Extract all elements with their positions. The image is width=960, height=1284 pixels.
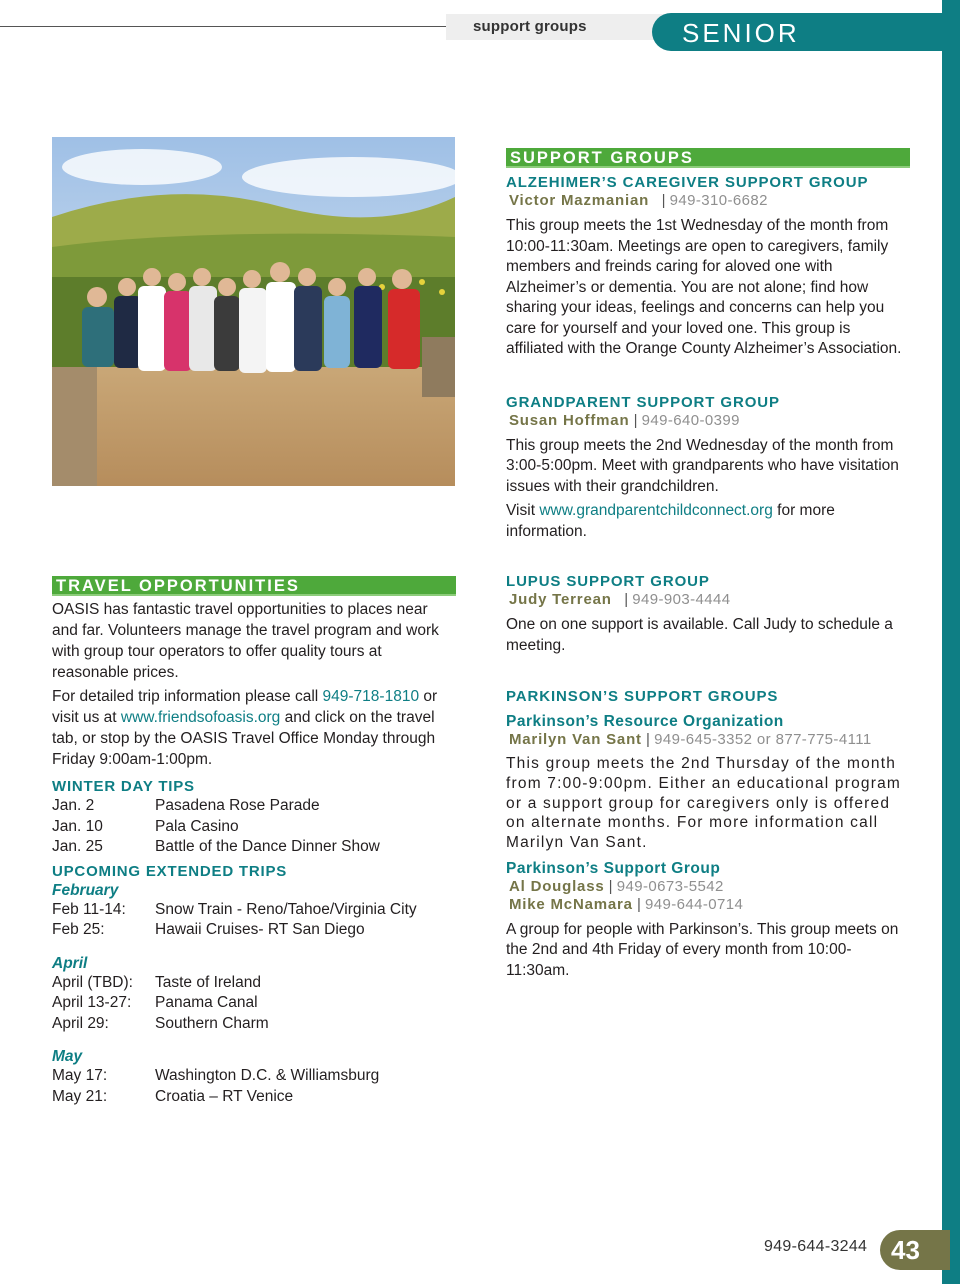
- contact-phone: 949-645-3352 or 877-775-4111: [654, 731, 872, 748]
- travel-intro: OASIS has fantastic travel opportunities to places near and far. Volunteers manage the travel program and work with group tour operators to offer quality tours at reasonable prices.: [52, 601, 439, 681]
- trip-date: April 29:: [52, 1014, 109, 1032]
- separator: |: [636, 895, 641, 913]
- side-accent-bar: [942, 0, 960, 1284]
- trip-name: Pala Casino: [155, 817, 239, 835]
- visit-prefix: Visit: [506, 502, 536, 519]
- month-may: May: [52, 1048, 83, 1065]
- grand-visit: [506, 501, 910, 542]
- grand-contact: [506, 412, 910, 430]
- contact-phone: 949-310-6682: [669, 192, 768, 209]
- list-item: [52, 837, 456, 858]
- month-april: April: [52, 954, 88, 972]
- list-item: [52, 973, 456, 994]
- travel-info-prefix: For detailed trip information please call: [52, 688, 319, 705]
- support-contact-2: [506, 896, 910, 914]
- list-item: [52, 1066, 456, 1087]
- resource-contact: [506, 731, 910, 749]
- trip-date: April (TBD):: [52, 973, 133, 991]
- list-item: [52, 796, 456, 817]
- trip-name: Pasadena Rose Parade: [155, 797, 320, 814]
- page-title: SENIOR SERVICES: [652, 13, 952, 51]
- support-group-title: Parkinson’s Support Group: [506, 859, 721, 877]
- list-item: [52, 1087, 456, 1108]
- contact-phone: 949-903-4444: [632, 591, 731, 608]
- support-section: [506, 148, 910, 981]
- trip-date: Jan. 2: [52, 797, 95, 814]
- trip-name: Hawaii Cruises- RT San Diego: [155, 921, 365, 938]
- month-february: February: [52, 881, 119, 899]
- travel-info: [52, 686, 456, 770]
- travel-info-mid: or visit us at: [52, 688, 438, 726]
- separator: |: [615, 591, 629, 608]
- section-label: support groups: [446, 14, 676, 40]
- travel-phone-link[interactable]: 949-718-1810: [322, 688, 420, 705]
- separator: |: [646, 731, 650, 748]
- alz-description: This group meets the 1st Wednesday of the month from 10:00-11:30am. Meetings are open to caregivers, family members and freinds caring for aloved one with Alzheimer’s or dementia. You are not alone; find how sharing your ideas, feelings and concerns can help you care for yourself and your loved one. This group is affiliated with the Orange County Alzheimer’s Association.: [506, 217, 902, 357]
- winter-trip-list: [52, 796, 456, 858]
- list-item: [52, 900, 456, 921]
- parkinsons-title: PARKINSON’S SUPPORT GROUPS: [506, 688, 779, 705]
- trip-name: Battle of the Dance Dinner Show: [155, 838, 380, 855]
- extended-heading: UPCOMING EXTENDED TRIPS: [52, 862, 288, 880]
- support-contact-1: [506, 878, 910, 896]
- grand-website-link[interactable]: www.grandparentchildconnect.org: [539, 502, 773, 519]
- list-item: [52, 993, 456, 1014]
- travel-website-link[interactable]: www.friendsofoasis.org: [120, 709, 281, 726]
- trip-date: May 21:: [52, 1087, 108, 1105]
- trip-date: Feb 25:: [52, 921, 105, 938]
- support-description: A group for people with Parkinson’s. This group meets on the 2nd and 4th Friday of every month from 10:00-11:30am.: [506, 920, 899, 979]
- group-photo: [52, 137, 455, 486]
- resource-org-title: Parkinson’s Resource Organization: [506, 713, 784, 730]
- trip-name: Washington D.C. & Williamsburg: [155, 1067, 380, 1084]
- grand-description: This group meets the 2nd Wednesday of the month from 3:00-5:00pm. Meet with grandparents who have visitation issues with their grandchildren.: [506, 436, 899, 495]
- alz-title: ALZEHIMER’S CAREGIVER SUPPORT GROUP: [506, 174, 869, 191]
- contact-phone: 949-644-0714: [645, 895, 744, 913]
- contact-name: Judy Terrean: [509, 591, 612, 608]
- page-number: 43: [880, 1230, 950, 1270]
- trip-date: Jan. 10: [52, 817, 103, 835]
- header-rule: [0, 26, 448, 27]
- contact-name: Al Douglass: [509, 877, 605, 895]
- trip-name: Southern Charm: [155, 1014, 269, 1032]
- trip-date: Feb 11-14:: [52, 900, 126, 918]
- trip-date: Jan. 25: [52, 838, 103, 855]
- trip-name: Panama Canal: [155, 994, 258, 1011]
- trip-name: Taste of Ireland: [155, 973, 261, 991]
- footer-phone: 949-644-3244: [764, 1238, 868, 1255]
- visit-suffix: for more information.: [506, 502, 835, 540]
- contact-phone: 949-0673-5542: [616, 877, 724, 895]
- contact-name: Mike McNamara: [509, 895, 633, 913]
- travel-section: [52, 576, 456, 1107]
- travel-info-suffix: and click on the travel tab, or stop by the OASIS Travel Office Monday through Friday 9:00am-1:00pm.: [52, 709, 436, 768]
- winter-heading: WINTER DAY TIPS: [52, 778, 195, 795]
- contact-phone: 949-640-0399: [641, 411, 740, 429]
- trip-date: May 17:: [52, 1067, 108, 1084]
- alz-contact: [506, 192, 910, 210]
- separator: |: [653, 192, 666, 209]
- contact-name: Marilyn Van Sant: [509, 731, 642, 748]
- resource-description: This group meets the 2nd Thursday of the month from 7:00-9:00pm. Either an educational program or a support group for caregivers only is offered on alternate months. For more information call Marilyn Van Sant.: [506, 755, 902, 852]
- lupus-contact: [506, 591, 910, 609]
- contact-name: Victor Mazmanian: [509, 192, 650, 209]
- list-item: [52, 817, 456, 838]
- grand-title: GRANDPARENT SUPPORT GROUP: [506, 393, 780, 411]
- separator: |: [633, 411, 638, 429]
- lupus-description: One on one support is available. Call Judy to schedule a meeting.: [506, 616, 893, 654]
- lupus-title: LUPUS SUPPORT GROUP: [506, 573, 710, 590]
- trip-name: Croatia – RT Venice: [155, 1087, 294, 1105]
- contact-name: Susan Hoffman: [509, 411, 630, 429]
- separator: |: [608, 877, 613, 895]
- list-item: [52, 920, 456, 941]
- trip-date: April 13-27:: [52, 994, 132, 1011]
- travel-heading: TRAVEL OPPORTUNITIES: [52, 576, 456, 596]
- support-heading: SUPPORT GROUPS: [506, 148, 910, 168]
- list-item: [52, 1014, 456, 1035]
- trip-name: Snow Train - Reno/Tahoe/Virginia City: [155, 900, 417, 918]
